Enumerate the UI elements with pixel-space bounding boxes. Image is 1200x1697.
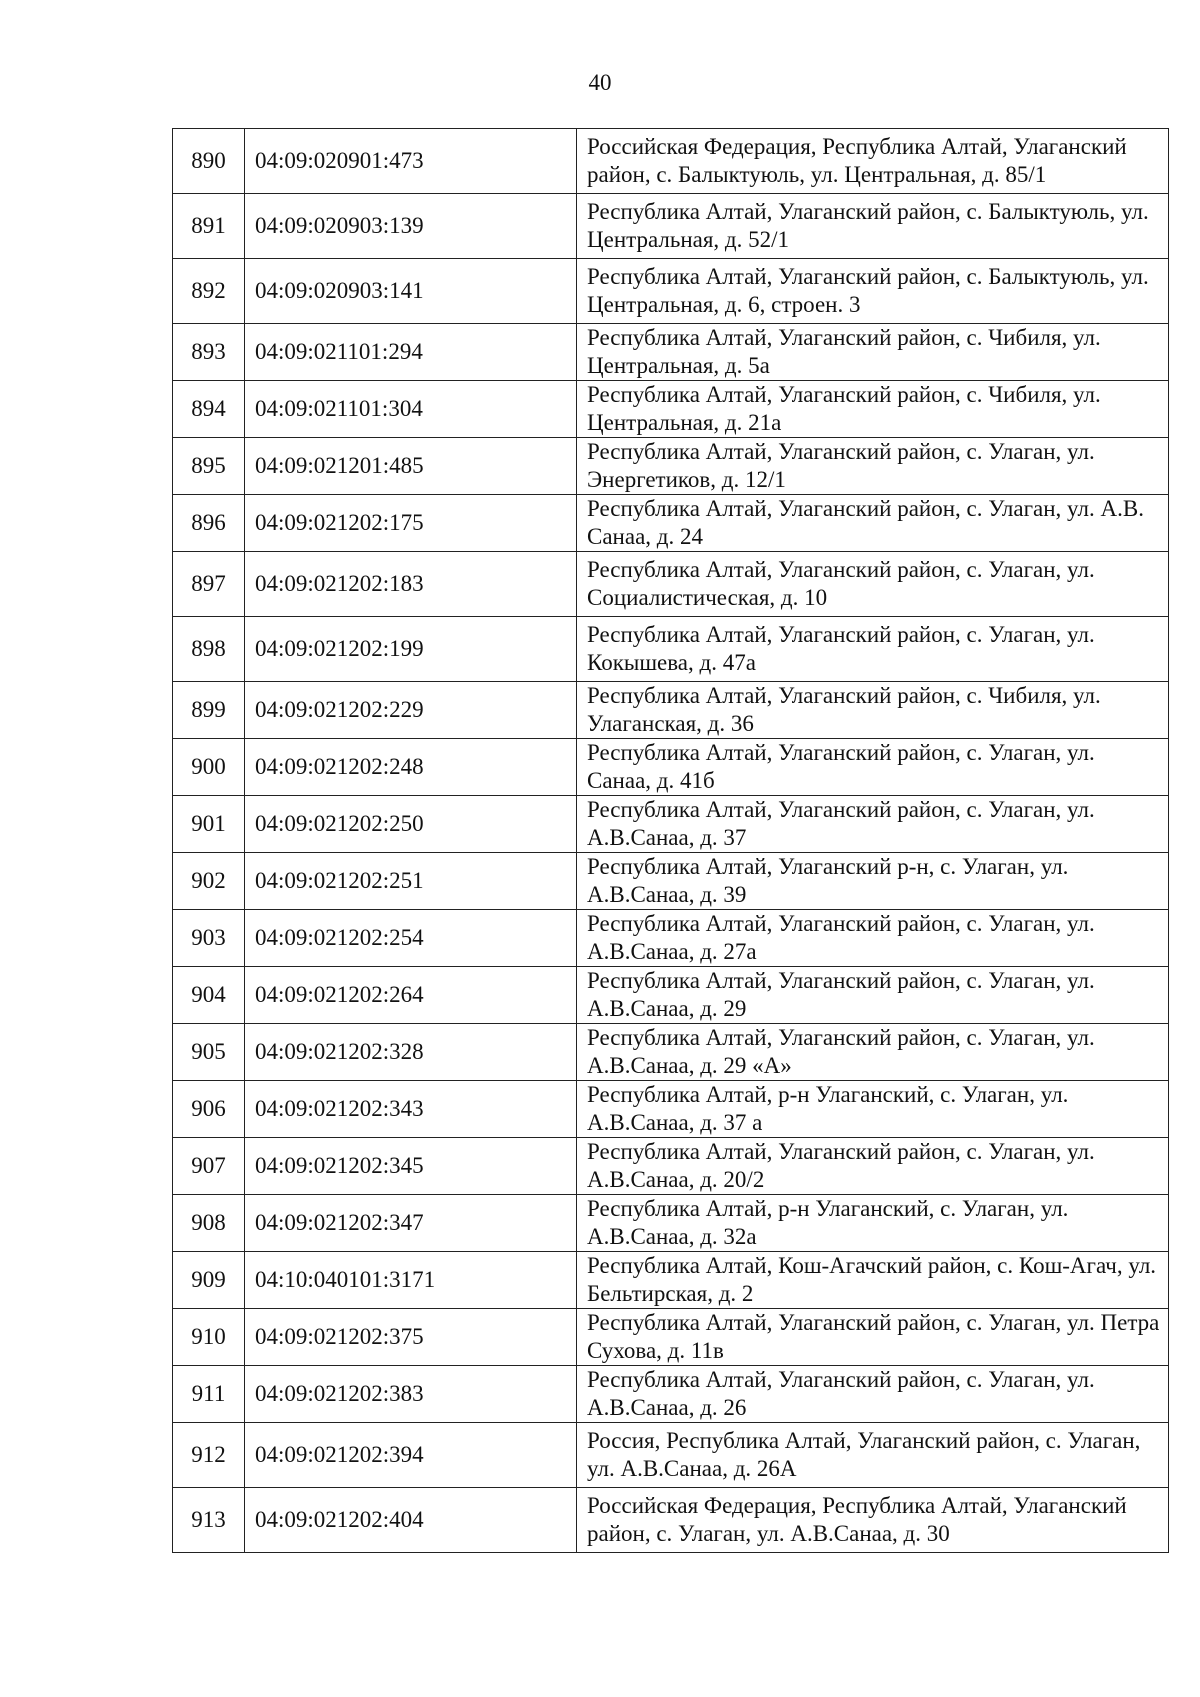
table-row: [173, 853, 1169, 910]
cadastral-number-cell: 04:09:021202:264: [245, 967, 577, 1024]
table-row: [173, 910, 1169, 967]
row-number-cell: 894: [173, 381, 245, 438]
table-body: [173, 129, 1169, 1553]
address-cell: Республика Алтай, Улаганский район, с. Улаган, ул. А.В.Санаа, д. 27а: [577, 910, 1169, 967]
address-cell: Республика Алтай, Улаганский район, с. Улаган, ул. А.В.Санаа, д. 29: [577, 967, 1169, 1024]
row-number-cell: 908: [173, 1195, 245, 1252]
table-row: [173, 552, 1169, 617]
row-number-cell: 904: [173, 967, 245, 1024]
table-row: [173, 259, 1169, 324]
cadastral-number-cell: 04:09:021202:254: [245, 910, 577, 967]
table-row: [173, 438, 1169, 495]
address-cell: Республика Алтай, Улаганский район, с. Чибиля, ул. Центральная, д. 21а: [577, 381, 1169, 438]
cadastral-number-cell: 04:09:021202:229: [245, 682, 577, 739]
table-row: [173, 617, 1169, 682]
address-cell: Республика Алтай, Улаганский район, с. Чибиля, ул. Центральная, д. 5а: [577, 324, 1169, 381]
table-row: [173, 1138, 1169, 1195]
table-row: [173, 739, 1169, 796]
cadastral-number-cell: 04:09:021202:345: [245, 1138, 577, 1195]
cadastral-number-cell: 04:09:021202:375: [245, 1309, 577, 1366]
cadastral-number-cell: 04:09:021202:383: [245, 1366, 577, 1423]
row-number-cell: 892: [173, 259, 245, 324]
cadastral-number-cell: 04:09:020903:141: [245, 259, 577, 324]
table-row: [173, 796, 1169, 853]
address-cell: Республика Алтай, р-н Улаганский, с. Улаган, ул. А.В.Санаа, д. 37 а: [577, 1081, 1169, 1138]
cadastral-number-cell: 04:09:021201:485: [245, 438, 577, 495]
address-cell: Республика Алтай, Улаганский район, с. Чибиля, ул. Улаганская, д. 36: [577, 682, 1169, 739]
table-row: [173, 495, 1169, 552]
cadastral-table: [172, 128, 1169, 1553]
address-cell: Республика Алтай, Улаганский район, с. Улаган, ул. А.В. Санаа, д. 24: [577, 495, 1169, 552]
address-cell: Республика Алтай, Кош-Агачский район, с. Кош-Агач, ул. Бельтирская, д. 2: [577, 1252, 1169, 1309]
row-number-cell: 890: [173, 129, 245, 194]
address-cell: Республика Алтай, Улаганский район, с. Улаган, ул. А.В.Санаа, д. 29 «А»: [577, 1024, 1169, 1081]
cadastral-number-cell: 04:09:020901:473: [245, 129, 577, 194]
table-row: [173, 1024, 1169, 1081]
row-number-cell: 898: [173, 617, 245, 682]
address-cell: Российская Федерация, Республика Алтай, Улаганский район, с. Балыктуюль, ул. Центральная, д. 85/1: [577, 129, 1169, 194]
row-number-cell: 902: [173, 853, 245, 910]
cadastral-number-cell: 04:09:021101:294: [245, 324, 577, 381]
cadastral-number-cell: 04:09:021202:183: [245, 552, 577, 617]
table-row: [173, 1309, 1169, 1366]
row-number-cell: 910: [173, 1309, 245, 1366]
table-row: [173, 967, 1169, 1024]
table-row: [173, 1252, 1169, 1309]
table-row: [173, 1488, 1169, 1553]
address-cell: Республика Алтай, р-н Улаганский, с. Улаган, ул. А.В.Санаа, д. 32а: [577, 1195, 1169, 1252]
cadastral-number-cell: 04:09:020903:139: [245, 194, 577, 259]
cadastral-number-cell: 04:09:021202:394: [245, 1423, 577, 1488]
row-number-cell: 891: [173, 194, 245, 259]
table-row: [173, 194, 1169, 259]
page-number: 40: [588, 70, 612, 95]
table-row: [173, 1366, 1169, 1423]
cadastral-number-cell: 04:09:021202:248: [245, 739, 577, 796]
address-cell: Российская Федерация, Республика Алтай, Улаганский район, с. Улаган, ул. А.В.Санаа, д. 30: [577, 1488, 1169, 1553]
cadastral-number-cell: 04:10:040101:3171: [245, 1252, 577, 1309]
cadastral-number-cell: 04:09:021202:404: [245, 1488, 577, 1553]
row-number-cell: 899: [173, 682, 245, 739]
cadastral-number-cell: 04:09:021202:347: [245, 1195, 577, 1252]
address-cell: Республика Алтай, Улаганский район, с. Улаган, ул. Энергетиков, д. 12/1: [577, 438, 1169, 495]
cadastral-number-cell: 04:09:021202:251: [245, 853, 577, 910]
table-row: [173, 1423, 1169, 1488]
address-cell: Республика Алтай, Улаганский район, с. Улаган, ул. А.В.Санаа, д. 37: [577, 796, 1169, 853]
row-number-cell: 895: [173, 438, 245, 495]
table-row: [173, 682, 1169, 739]
row-number-cell: 911: [173, 1366, 245, 1423]
table-row: [173, 129, 1169, 194]
address-cell: Республика Алтай, Улаганский район, с. Улаган, ул. Петра Сухова, д. 11в: [577, 1309, 1169, 1366]
table-row: [173, 1081, 1169, 1138]
row-number-cell: 896: [173, 495, 245, 552]
row-number-cell: 907: [173, 1138, 245, 1195]
address-cell: Республика Алтай, Улаганский район, с. Улаган, ул. Социалистическая, д. 10: [577, 552, 1169, 617]
address-cell: Республика Алтай, Улаганский район, с. Балыктуюль, ул. Центральная, д. 52/1: [577, 194, 1169, 259]
cadastral-number-cell: 04:09:021202:199: [245, 617, 577, 682]
row-number-cell: 905: [173, 1024, 245, 1081]
row-number-cell: 900: [173, 739, 245, 796]
address-cell: Россия, Республика Алтай, Улаганский район, с. Улаган, ул. А.В.Санаа, д. 26А: [577, 1423, 1169, 1488]
table-row: [173, 381, 1169, 438]
row-number-cell: 913: [173, 1488, 245, 1553]
table-row: [173, 324, 1169, 381]
cadastral-number-cell: 04:09:021202:250: [245, 796, 577, 853]
address-cell: Республика Алтай, Улаганский р-н, с. Улаган, ул. А.В.Санаа, д. 39: [577, 853, 1169, 910]
row-number-cell: 897: [173, 552, 245, 617]
row-number-cell: 909: [173, 1252, 245, 1309]
cadastral-number-cell: 04:09:021202:328: [245, 1024, 577, 1081]
row-number-cell: 903: [173, 910, 245, 967]
cadastral-number-cell: 04:09:021101:304: [245, 381, 577, 438]
address-cell: Республика Алтай, Улаганский район, с. Улаган, ул. Санаа, д. 41б: [577, 739, 1169, 796]
row-number-cell: 912: [173, 1423, 245, 1488]
cadastral-number-cell: 04:09:021202:175: [245, 495, 577, 552]
address-cell: Республика Алтай, Улаганский район, с. Улаган, ул. Кокышева, д. 47а: [577, 617, 1169, 682]
cadastral-number-cell: 04:09:021202:343: [245, 1081, 577, 1138]
row-number-cell: 901: [173, 796, 245, 853]
address-cell: Республика Алтай, Улаганский район, с. Балыктуюль, ул. Центральная, д. 6, строен. 3: [577, 259, 1169, 324]
row-number-cell: 893: [173, 324, 245, 381]
row-number-cell: 906: [173, 1081, 245, 1138]
address-cell: Республика Алтай, Улаганский район, с. Улаган, ул. А.В.Санаа, д. 20/2: [577, 1138, 1169, 1195]
table-row: [173, 1195, 1169, 1252]
address-cell: Республика Алтай, Улаганский район, с. Улаган, ул. А.В.Санаа, д. 26: [577, 1366, 1169, 1423]
